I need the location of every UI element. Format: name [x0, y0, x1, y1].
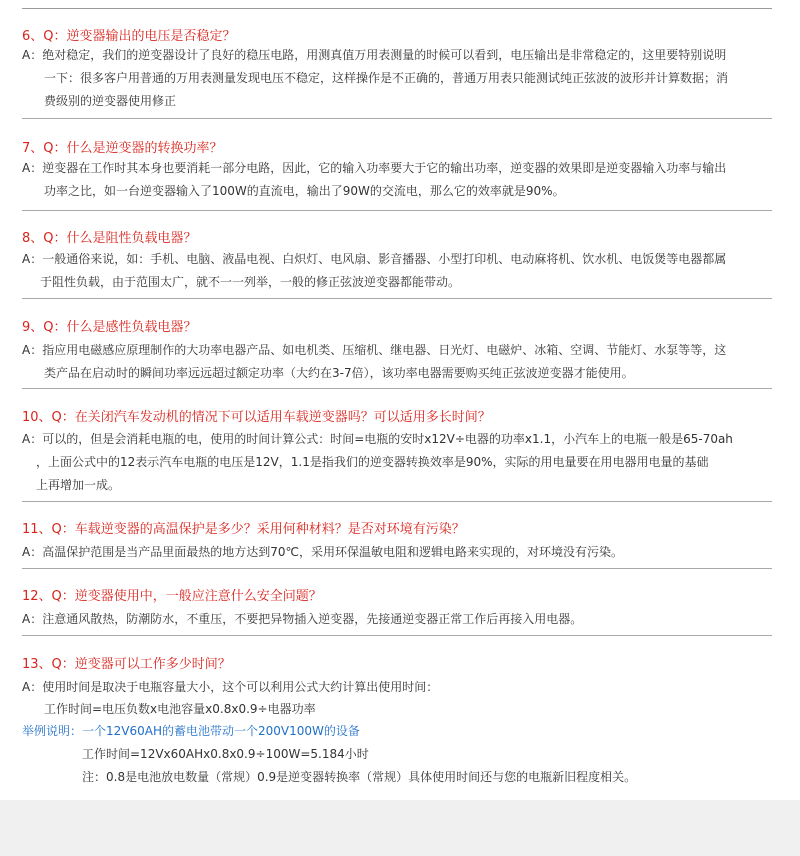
example-label: 举例说明：一个12V60AH的蓄电池带动一个200V100W的设备 [22, 724, 360, 738]
question-6: 6、Q：逆变器输出的电压是否稳定？ [22, 29, 236, 44]
question-9: 9、Q：什么是感性负载电器？ [22, 320, 197, 335]
answer-10-line-3: 上再增加一成。 [36, 478, 121, 492]
answer-13-line-2: 工作时间=电压负数x电池容量x0.8x0.9÷电器功率 [44, 702, 316, 716]
divider [22, 635, 772, 636]
answer-9-line-1: A：指应用电磁感应原理制作的大功率电器产品、如电机类、压缩机、继电器、日光灯、电磁炉、冰箱、空调、节能灯、水泵等等，这 [22, 343, 727, 357]
divider [22, 388, 772, 389]
question-12: 12、Q：逆变器使用中，一般应注意什么安全问题？ [22, 589, 322, 604]
question-13: 13、Q：逆变器可以工作多少时间？ [22, 657, 231, 672]
answer-11-line-1: A：高温保护范围是当产品里面最热的地方达到70℃，采用环保温敏电阻和逻辑电路来实现的，对环境没有污染。 [22, 545, 623, 559]
answer-13-line-1: A：使用时间是取决于电瓶容量大小，这个可以利用公式大约计算出使用时间： [22, 680, 439, 694]
divider [22, 118, 772, 119]
question-11: 11、Q：车载逆变器的高温保护是多少？采用何种材料？是否对环境有污染？ [22, 522, 465, 537]
divider [22, 298, 772, 299]
answer-8-line-1: A：一般通俗来说，如：手机、电脑、液晶电视、白炽灯、电风扇、影音播器、小型打印机、电动麻将机、饮水机、电饭煲等电器都属 [22, 252, 727, 266]
divider [22, 501, 772, 502]
example-note: 注：0.8是电池放电数量（常规）0.9是逆变器转换率（常规）具体使用时间还与您的电瓶新旧程度相关。 [82, 770, 637, 784]
footer-band [0, 800, 800, 856]
answer-8-line-2: 于阻性负载，由于范围太广，就不一一列举，一般的修正弦波逆变器都能带动。 [40, 275, 461, 289]
divider [22, 210, 772, 211]
divider [22, 568, 772, 569]
answer-6-line-2: 一下：很多客户用普通的万用表测量发现电压不稳定，这样操作是不正确的，普通万用表只能测试纯正弦波的波形并计算数据；消 [44, 71, 729, 85]
answer-7-line-2: 功率之比，如一台逆变器输入了100W的直流电，输出了90W的交流电，那么它的效率就是90%。 [44, 184, 565, 198]
answer-10-line-2: ，上面公式中的12表示汽车电瓶的电压是12V，1.1是指我们的逆变器转换效率是90%，实际的用电量要在用电器用电量的基础 [36, 455, 709, 469]
answer-10-line-1: A：可以的，但是会消耗电瓶的电，使用的时间计算公式：时间=电瓶的安时x12V÷电器的功率x1.1，小汽车上的电瓶一般是65-70ah [22, 432, 733, 446]
question-10: 10、Q：在关闭汽车发动机的情况下可以适用车载逆变器吗？可以适用多长时间？ [22, 410, 491, 425]
answer-12-line-1: A：注意通风散热，防潮防水，不重压，不要把异物插入逆变器，先接通逆变器正常工作后再接入用电器。 [22, 612, 583, 626]
answer-9-line-2: 类产品在启动时的瞬间功率远远超过额定功率（大约在3-7倍），该功率电器需要购买纯正弦波逆变器才能使用。 [44, 366, 634, 380]
answer-6-line-1: A：绝对稳定，我们的逆变器设计了良好的稳压电路，用测真值万用表测量的时候可以看到，电压输出是非常稳定的，这里要特别说明 [22, 48, 727, 62]
question-8: 8、Q：什么是阻性负载电器？ [22, 231, 197, 246]
answer-7-line-1: A：逆变器在工作时其本身也要消耗一部分电路，因此，它的输入功率要大于它的输出功率，逆变器的效果即是逆变器输入功率与输出 [22, 161, 727, 175]
top-divider [22, 8, 772, 9]
example-calc: 工作时间=12Vx60AHx0.8x0.9÷100W=5.184小时 [82, 747, 369, 761]
answer-6-line-3: 费级别的逆变器使用修正 [44, 94, 177, 108]
question-7: 7、Q：什么是逆变器的转换功率？ [22, 141, 223, 156]
